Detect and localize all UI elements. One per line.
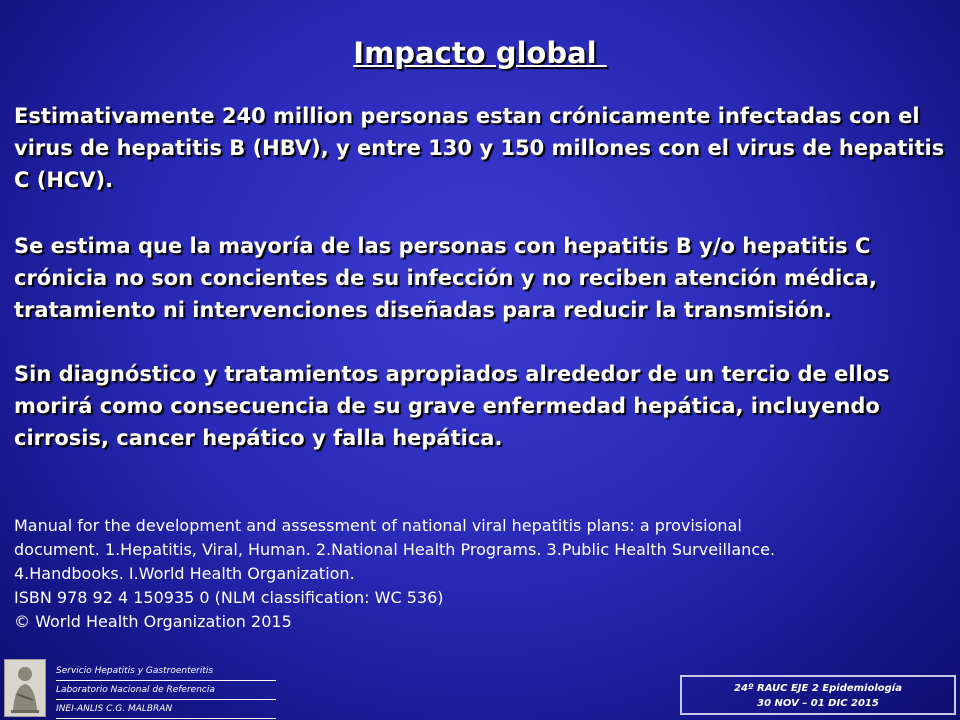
reference-line: Manual for the development and assessment of national viral hepatitis plans: a provisional	[14, 516, 742, 535]
paragraph-mortality: Sin diagnóstico y tratamientos apropiados alrededor de un tercio de ellos morirá como consecuencia de su grave enfermedad hepática, incluyendo cirrosis, cancer hepático y falla hepática.	[14, 362, 890, 450]
slide-title: Impacto global	[353, 36, 607, 70]
reference-line: ISBN 978 92 4 150935 0 (NLM classification: WC 536)	[14, 588, 444, 607]
institution-service: Servicio Hepatitis y Gastroenteritis	[56, 662, 276, 681]
paragraph-awareness: Se estima que la mayoría de las personas con hepatitis B y/o hepatitis C crónicia no son concientes de su infección y no reciben atención médica, tratamiento ni intervenciones diseñadas para reducir la transmisión.	[14, 234, 877, 322]
reference-citation	[14, 514, 954, 634]
institution-block	[56, 662, 276, 719]
conference-dates: 30 NOV – 01 DIC 2015	[757, 698, 879, 709]
institution-logo	[4, 659, 46, 717]
reference-line: document. 1.Hepatitis, Viral, Human. 2.National Health Programs. 3.Public Health Surveillance.	[14, 540, 776, 559]
conference-box	[680, 675, 956, 715]
malbran-emblem-icon	[5, 660, 45, 716]
reference-line: 4.Handbooks. I.World Health Organization.	[14, 564, 355, 583]
institution-lab: Laboratorio Nacional de Referencia	[56, 681, 276, 700]
paragraph-prevalence: Estimativamente 240 million personas estan crónicamente infectadas con el virus de hepatitis B (HBV), y entre 130 y 150 millones con el virus de hepatitis C (HCV).	[14, 104, 945, 192]
institution-name: INEI-ANLIS C.G. MALBRAN	[56, 700, 276, 719]
conference-title: 24º RAUC EJE 2 Epidemiología	[734, 683, 902, 694]
reference-line: © World Health Organization 2015	[14, 612, 292, 631]
